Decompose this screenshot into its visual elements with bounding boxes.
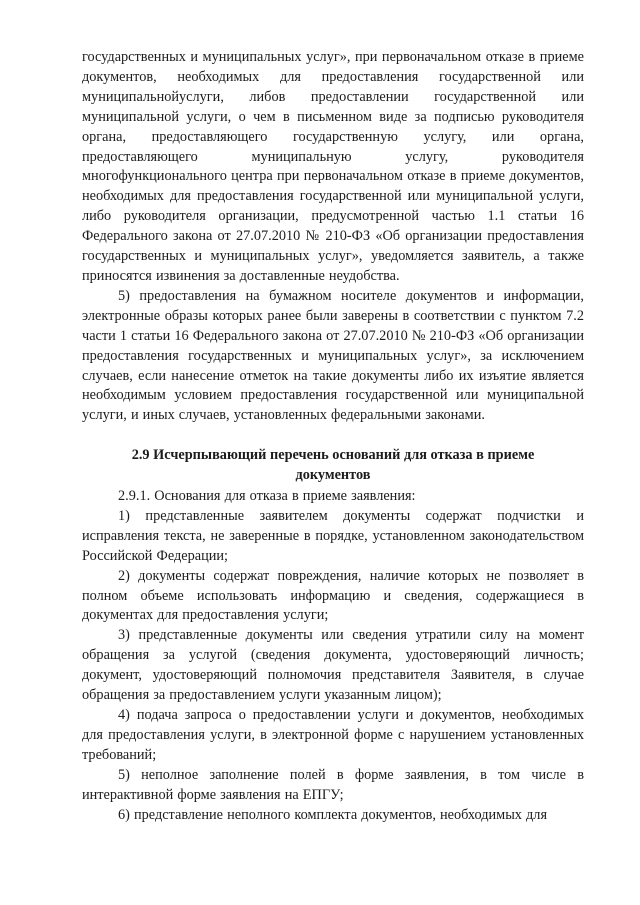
list-item-reason-3: 3) представленные документы или сведения утратили силу на момент обращения за услугой (сведения документа, удостоверяющий личность; документ, удостоверяющий полномочия представителя Заявителя, в случае обращения за предоставлением услуги указанным лицом);	[82, 627, 584, 704]
list-item-reason-5: 5) неполное заполнение полей в форме заявления, в том числе в интерактивной форме заявления на ЕПГУ;	[82, 766, 584, 803]
list-item-reason-2: 2) документы содержат повреждения, наличие которых не позволяет в полном объеме использовать информацию и сведения, содержащиеся в документах для предоставления услуги;	[82, 567, 584, 624]
section-heading-line-1: 2.9 Исчерпывающий перечень оснований для отказа в приеме	[131, 447, 535, 464]
section-heading-line-2: документов	[295, 467, 371, 484]
continuation-paragraph: государственных и муниципальных услуг», при первоначальном отказе в приеме документов, необходимых для предоставления государственной или муниципальнойуслуги, либов предоставлении государственной или муниципальной услуги, о чем в письменном виде за подписью руководителя органа, предоставляющего государственную услугу, или органа, предоставляющего муниципальную услугу, руководителя многофункционального центра при первоначальном отказе в приеме документов, необходимых для предоставления государственной или муниципальной услуги, либо руководителя организации, предусмотренной частью 1.1 статьи 16 Федерального закона от 27.07.2010 № 210-ФЗ «Об организации предоставления государственных и муниципальных услуг», уведомляется заявитель, а также приносятся извинения за доставленные неудобства.	[82, 49, 584, 284]
list-item-5-paper-documents: 5) предоставления на бумажном носителе документов и информации, электронные образы которых ранее были заверены в соответствии с пунктом 7.2 части 1 статьи 16 Федерального закона от 27.07.2010 № 210-ФЗ «Об организации предоставления государственных и муниципальных услуг», за исключением случаев, если нанесение отметок на такие документы либо их изъятие является необходимым условием предоставления государственной или муниципальной услуги, и иных случаев, установленных федеральными законами.	[82, 287, 584, 424]
list-item-reason-4: 4) подача запроса о предоставлении услуги и документов, необходимых для предоставления услуги, в электронной форме с нарушением установленных требований;	[82, 707, 584, 763]
section-heading	[82, 446, 584, 486]
list-item-reason-1: 1) представленные заявителем документы содержат подчистки и исправления текста, не заверенные в порядке, установленном законодательством Российской Федерации;	[82, 507, 584, 564]
list-item-reason-6: 6) представление неполного комплекта документов, необходимых для	[118, 806, 548, 823]
subsection-intro: 2.9.1. Основания для отказа в приеме заявления:	[118, 488, 416, 505]
